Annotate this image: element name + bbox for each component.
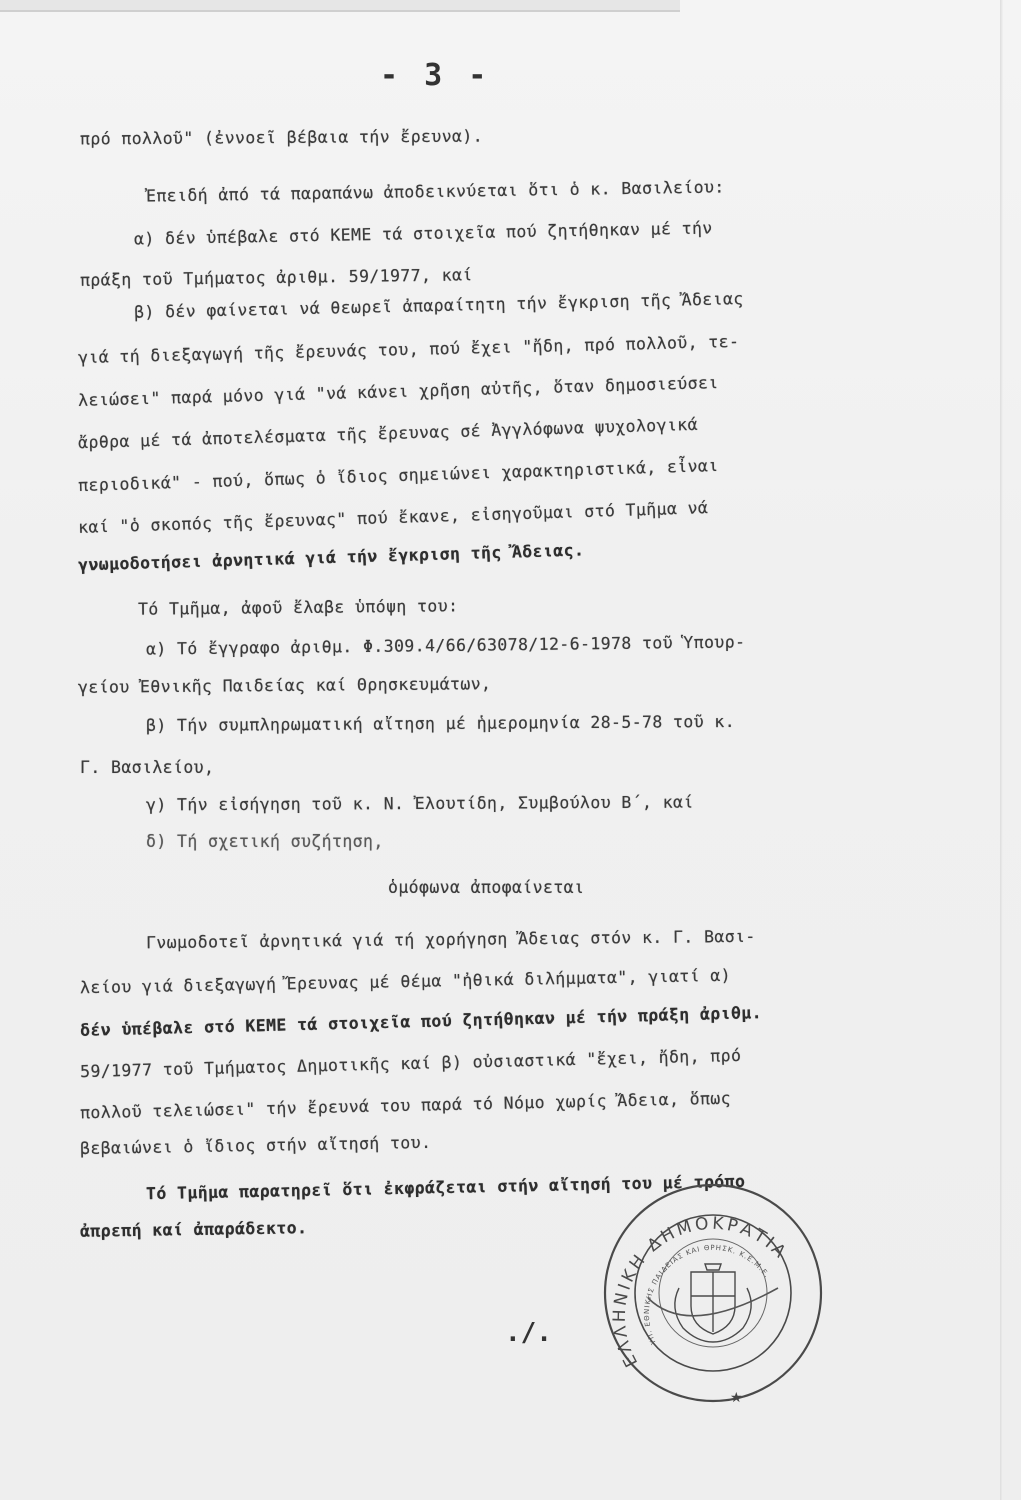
closing-mark: ./. (505, 1318, 552, 1348)
text-line: δ) Τή σχετική συζήτηση, (146, 832, 384, 851)
text-line: α) δέν ὑπέβαλε στό ΚΕΜΕ τά στοιχεῖα πού ζητήθηκαν μέ τήν (133, 218, 713, 249)
text-line: γείου Ἐθνικῆς Παιδείας καί Θρησκευμάτων, (77, 674, 492, 697)
text-line: γιά τή διεξαγωγή τῆς ἔρευνάς του, πού ἔχει "ἤδη, πρό πολλοῦ, τε- (77, 331, 740, 368)
svg-text:★: ★ (730, 1390, 743, 1406)
text-line: Τό Τμῆμα παρατηρεῖ ὅτι ἐκφράζεται στήν αἴτησή του μέ τρόπο (145, 1171, 746, 1204)
text-line: γνωμοδοτήσει ἀρνητικά γιά τήν ἔγκριση τῆς Ἄδειας. (77, 540, 585, 575)
text-line: ἄρθρα μέ τά ἀποτελέσματα τῆς ἔρευνας σέ Ἀγγλόφωνα ψυχολογικά (77, 414, 699, 453)
text-line: Γ. Βασιλείου, (80, 758, 215, 777)
section-heading: ὁμόφωνα ἀποφαίνεται (388, 878, 585, 897)
text-line: πολλοῦ τελειώσει" τήν ἔρευνά του παρά τό Νόμο χωρίς Ἄδεια, ὅπως (79, 1088, 732, 1123)
text-line: γ) Τήν εἰσήγηση τοῦ κ. Ν. Ἐλουτίδη, Συμβούλου Β΄, καί (145, 792, 694, 815)
page-number: - 3 - (380, 58, 491, 93)
paper-top-edge (0, 0, 680, 12)
text-line: βεβαιώνει ὁ ἴδιος στήν αἴτησή του. (79, 1132, 432, 1159)
paper-right-edge (1000, 0, 1003, 1500)
text-line: Γνωμοδοτεῖ ἀρνητικά γιά τή χορήγηση Ἄδειας στόν κ. Γ. Βασι- (145, 926, 756, 953)
text-line: καί "ὁ σκοπός τῆς ἔρευνας" πού ἔκανε, εἰσηγοῦμαι στό Τμῆμα νά (77, 498, 709, 537)
text-line: β) Τήν συμπληρωματική αἴτηση μέ ἡμερομηνία 28-5-78 τοῦ κ. (145, 711, 736, 736)
svg-text:ΥΠ. ΕΘΝΙΚΗΣ ΠΑΙΔΕΙΑΣ ΚΑΙ ΘΡΗΣΚ: ΥΠ. ΕΘΝΙΚΗΣ ΠΑΙΔΕΙΑΣ ΚΑΙ ΘΡΗΣΚ. Κ.Ε.Μ.Ε. (642, 1243, 772, 1346)
official-seal-stamp (598, 1178, 828, 1408)
text-line: λειώσει" παρά μόνο γιά "νά κάνει χρῆση αὐτῆς, ὅταν δημοσιεύσει (77, 373, 719, 410)
text-line: περιοδικά" - πού, ὅπως ὁ ἴδιος σημειώνει χαρακτηριστικά, εἶναι (77, 455, 719, 496)
text-line: 59/1977 τοῦ Τμήματος Δημοτικῆς καί β) οὐσιαστικά "ἔχει, ἤδη, πρό (79, 1045, 742, 1082)
text-line: ἀπρεπή καί ἀπαράδεκτο. (79, 1218, 308, 1241)
svg-text:ΕΛΛΗΝΙΚΗ ΔΗΜΟΚΡΑΤΙΑ: ΕΛΛΗΝΙΚΗ ΔΗΜΟΚΡΑΤΙΑ (609, 1213, 792, 1371)
text-line: λείου γιά διεξαγωγή Ἔρευνας μέ θέμα "ἠθικά διλήμματα", γιατί α) (79, 965, 732, 998)
text-line: πρό πολλοῦ" (ἐννοεῖ βέβαια τήν ἔρευνα). (79, 126, 484, 149)
text-line: Ἐπειδή ἀπό τά παραπάνω ἀποδεικνύεται ὅτι ὁ κ. Βασιλείου: (145, 177, 725, 206)
text-line: α) Τό ἔγγραφο ἀριθμ. Φ.309.4/66/63078/12-6-1978 τοῦ Ὑπουρ- (145, 632, 746, 659)
text-line: πράξη τοῦ Τμήματος ἀριθμ. 59/1977, καί (79, 265, 473, 290)
text-line: β) δέν φαίνεται νά θεωρεῖ ἀπαραίτητη τήν ἔγκριση τῆς Ἄδειας (133, 289, 744, 322)
text-line: Τό Τμῆμα, ἀφοῦ ἔλαβε ὑπόψη του: (137, 596, 459, 619)
text-line: δέν ὑπέβαλε στό ΚΕΜΕ τά στοιχεῖα πού ζητήθηκαν μέ τήν πράξη ἀριθμ. (79, 1003, 763, 1040)
